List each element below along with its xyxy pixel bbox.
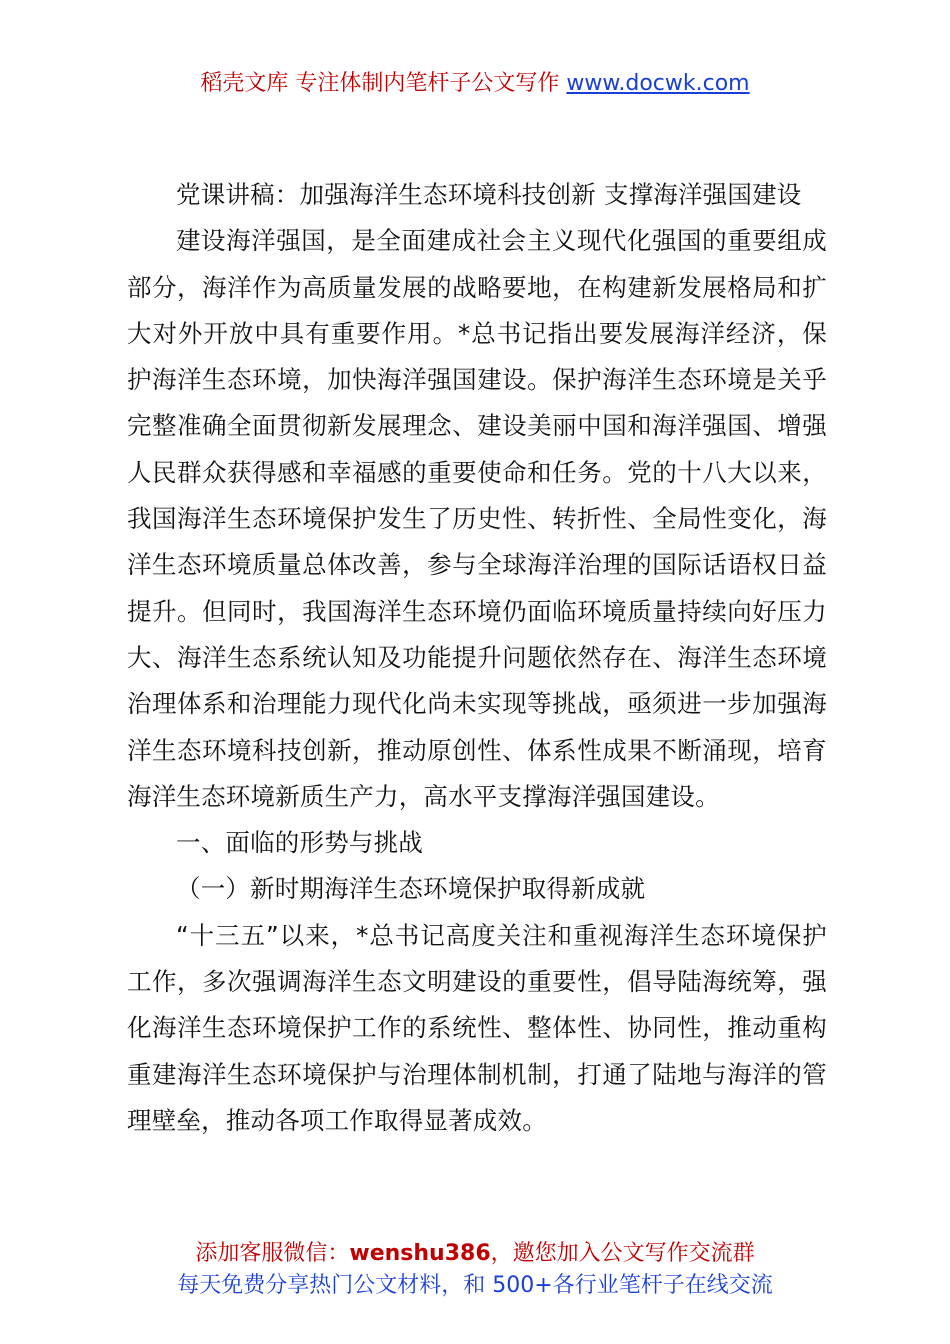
subsection-heading: （一）新时期海洋生态环境保护取得新成就 xyxy=(176,874,646,904)
header-url-link[interactable]: www.docwk.com xyxy=(566,71,750,96)
footer-promo-line: 每天免费分享热门公文材料，和 500+各行业笔杆子在线交流 xyxy=(177,1273,773,1298)
intro-paragraph: 建设海洋强国，是全面建成社会主义现代化强国的重要组成部分，海洋作为高质量发展的战略要地，在构建新发展格局和扩大对外开放中具有重要作用。*总书记指出要发展海洋经济，保护海洋生态环境，加快海洋强国建设。保护海洋生态环境是关乎完整准确全面贯彻新发展理念、建设美丽中国和海洋强国、增强人民群众获得感和幸福感的重要使命和任务。党的十八大以来，我国海洋生态环境保护发生了历史性、转折性、全局性变化，海洋生态环境质量总体改善，参与全球海洋治理的国际话语权日益提升。但同时，我国海洋生态环境仍面临环境质量持续向好压力大、海洋生态系统认知及功能提升问题依然存在、海洋生态环境治理体系和治理能力现代化尚未实现等挑战，亟须进一步加强海洋生态环境科技创新，推动原创性、体系性成果不断涌现，培育海洋生态环境新质生产力，高水平支撑海洋强国建设。 xyxy=(127,226,827,811)
body-paragraph: “十三五”以来，*总书记高度关注和重视海洋生态环境保护工作，多次强调海洋生态文明建设的重要性，倡导陆海统筹，强化海洋生态环境保护工作的系统性、整体性、协同性，推动重构重建海洋生态环境保护与治理体制机制，打通了陆地与海洋的管理壁垒，推动各项工作取得显著成效。 xyxy=(127,920,827,1135)
footer-contact-prefix: 添加客服微信： xyxy=(195,1241,350,1266)
footer-contact-suffix: ，邀您加入公文写作交流群 xyxy=(490,1241,755,1266)
header-brand: 稻壳文库 专注体制内笔杆子公文写作 xyxy=(200,71,560,96)
section-heading: 一、面临的形势与挑战 xyxy=(176,828,423,858)
document-body xyxy=(127,172,827,1144)
footer-contact-line xyxy=(0,1238,950,1270)
page-footer xyxy=(0,1238,950,1302)
page-header xyxy=(0,68,950,100)
document-title: 党课讲稿：加强海洋生态环境科技创新 支撑海洋强国建设 xyxy=(176,180,802,209)
footer-wechat-id: wenshu386 xyxy=(349,1241,491,1266)
